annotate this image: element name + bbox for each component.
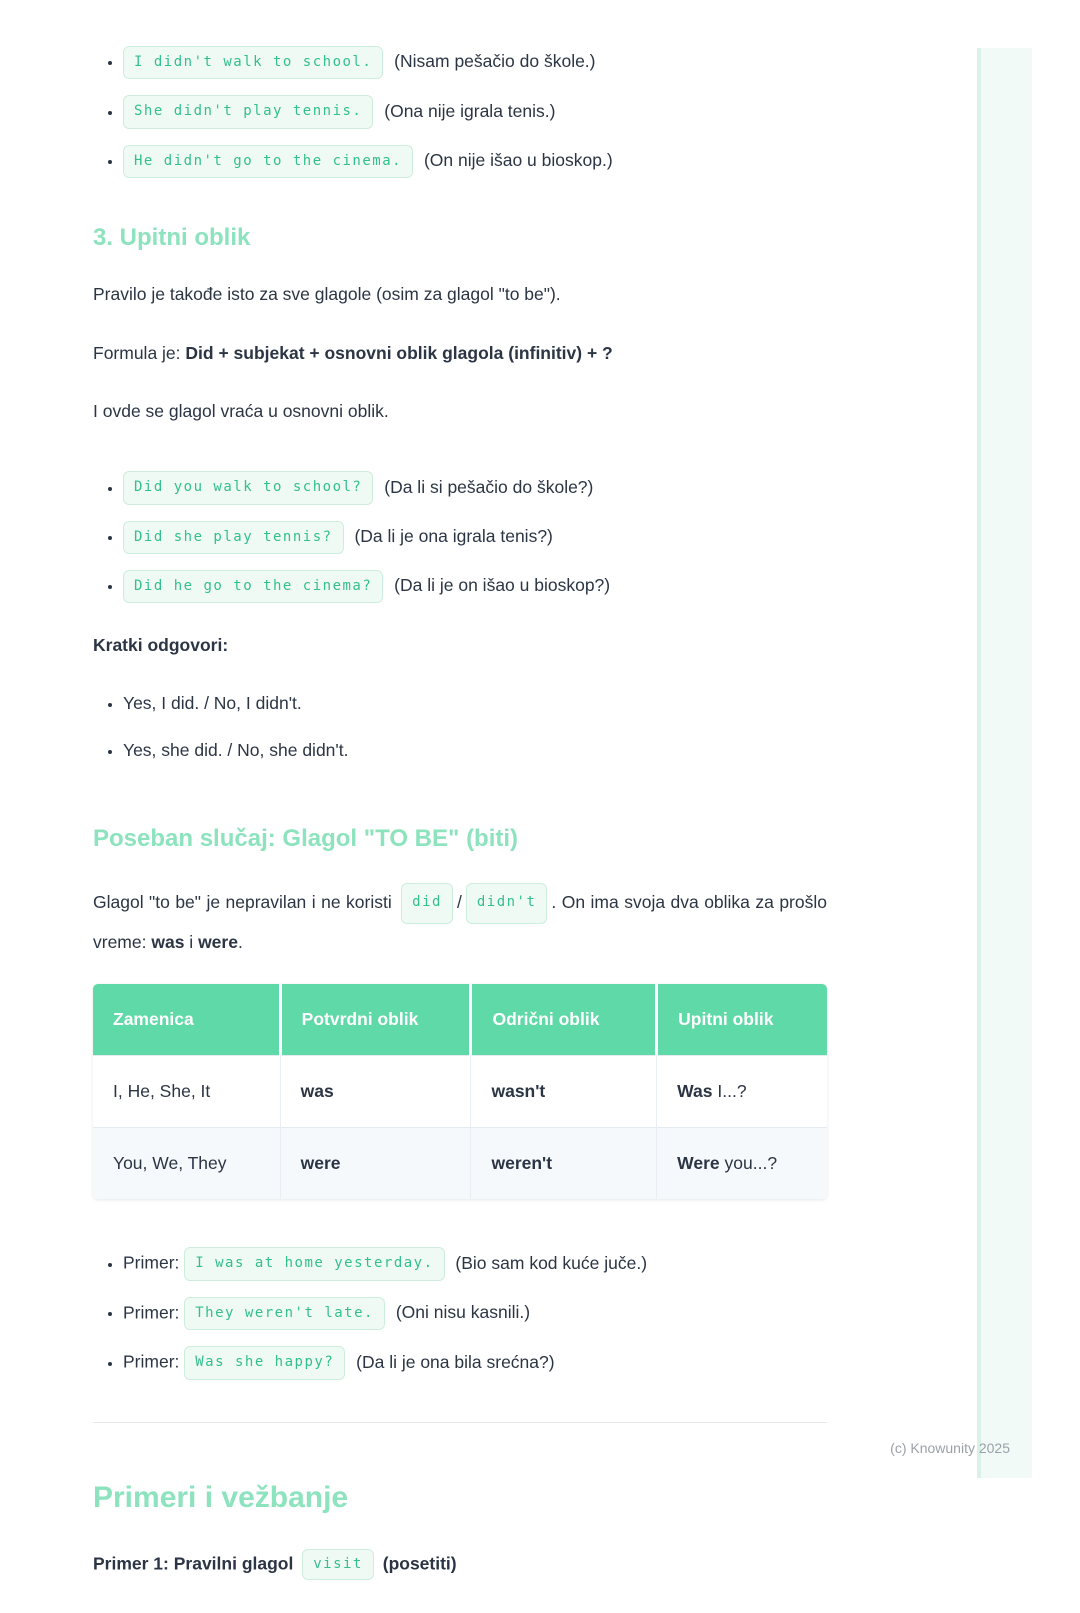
cell-odricni: wasn't bbox=[471, 1056, 657, 1128]
section-heading-to-be: Poseban slučaj: Glagol "TO BE" (biti) bbox=[93, 825, 519, 853]
list-item bbox=[123, 1247, 827, 1280]
page-accent-strip bbox=[977, 48, 1032, 1478]
code-visit: visit bbox=[302, 1549, 374, 1580]
formula-prefix: Formula je: bbox=[93, 342, 186, 363]
cell-upitni: Was I...? bbox=[657, 1056, 827, 1128]
code-example: I didn't walk to school. bbox=[123, 46, 383, 79]
translation-text: (On nije išao u bioskop.) bbox=[423, 150, 613, 171]
translation-text: (Da li je ona bila srećna?) bbox=[356, 1351, 555, 1372]
column-header-potvrdni: Potvrdni oblik bbox=[280, 984, 471, 1056]
list-item bbox=[123, 570, 827, 603]
table-row bbox=[93, 1056, 827, 1128]
primer-label: Primer: bbox=[123, 1252, 185, 1273]
code-example: They weren't late. bbox=[184, 1297, 385, 1330]
list-item: • Yes, she did. / No, she didn't. bbox=[123, 739, 827, 762]
primer1-suffix: (posetiti) bbox=[377, 1552, 457, 1573]
primer1-prefix: Primer 1: Pravilni glagol bbox=[93, 1552, 299, 1573]
code-example: I was at home yesterday. bbox=[184, 1247, 444, 1280]
list-item bbox=[123, 46, 827, 79]
column-header-odricni: Odrični oblik bbox=[471, 984, 657, 1056]
translation-text: (Da li je ona igrala tenis?) bbox=[354, 526, 553, 547]
table-header-row bbox=[93, 984, 827, 1056]
section-divider bbox=[93, 1422, 827, 1423]
list-item bbox=[123, 145, 827, 178]
paragraph: I ovde se glagol vraća u osnovni oblik. bbox=[93, 400, 389, 421]
section-heading-upitni-oblik: 3. Upitni oblik bbox=[93, 224, 251, 252]
column-header-zamenica: Zamenica bbox=[93, 984, 280, 1056]
table-row bbox=[93, 1128, 827, 1200]
formula-paragraph bbox=[93, 341, 827, 366]
formula-bold: Did + subjekat + osnovni oblik glagola (infinitiv) + ? bbox=[185, 342, 613, 363]
code-example: Did she play tennis? bbox=[123, 521, 344, 554]
cell-odricni: weren't bbox=[471, 1128, 657, 1200]
code-example: Did he go to the cinema? bbox=[123, 570, 383, 603]
code-example: She didn't play tennis. bbox=[123, 95, 373, 128]
translation-text: (Da li je on išao u bioskop?) bbox=[394, 575, 611, 596]
short-answers-label: Kratki odgovori: bbox=[93, 635, 229, 656]
translation-text: (Da li si pešačio do škole?) bbox=[384, 476, 594, 497]
list-item bbox=[123, 471, 827, 504]
list-item bbox=[123, 95, 827, 128]
tobe-text-2: . On ima svoja dva oblika za prošlo vreme: bbox=[93, 892, 827, 952]
code-example: Did you walk to school? bbox=[123, 471, 373, 504]
cell-zamenica: You, We, They bbox=[93, 1128, 280, 1200]
column-header-upitni: Upitni oblik bbox=[657, 984, 827, 1056]
paragraph: Pravilo je takođe isto za sve glagole (osim za glagol "to be"). bbox=[93, 284, 561, 305]
primer-label: Primer: bbox=[123, 1351, 185, 1372]
to-be-conjugation-table bbox=[93, 984, 827, 1199]
tobe-text-1: Glagol "to be" je nepravilan i ne koristi bbox=[93, 892, 398, 913]
conjunction: i bbox=[184, 931, 199, 952]
short-answers-list bbox=[93, 692, 827, 762]
primer-label: Primer: bbox=[123, 1302, 185, 1323]
translation-text: (Bio sam kod kuće juče.) bbox=[455, 1252, 648, 1273]
were-bold: were bbox=[198, 931, 238, 952]
cell-potvrdni: were bbox=[280, 1128, 471, 1200]
cell-upitni: Were you...? bbox=[657, 1128, 827, 1200]
period: . bbox=[237, 931, 243, 952]
primer-examples-list bbox=[93, 1247, 827, 1379]
list-item bbox=[123, 1346, 827, 1379]
code-example: He didn't go to the cinema. bbox=[123, 145, 413, 178]
negative-examples-list bbox=[93, 46, 827, 178]
slash-separator: / bbox=[456, 892, 462, 913]
code-did: did bbox=[401, 883, 453, 923]
was-bold: was bbox=[151, 931, 185, 952]
code-example: Was she happy? bbox=[184, 1346, 345, 1379]
question-examples-list bbox=[93, 471, 827, 603]
list-item bbox=[123, 521, 827, 554]
document-content bbox=[93, 46, 827, 1613]
translation-text: (Ona nije igrala tenis.) bbox=[384, 100, 556, 121]
copyright-notice: (c) Knowunity 2025 bbox=[890, 1440, 1010, 1456]
primer1-line bbox=[93, 1549, 827, 1580]
code-didnt: didn't bbox=[466, 883, 548, 923]
translation-text: (Oni nisu kasnili.) bbox=[395, 1302, 531, 1323]
list-item bbox=[123, 1297, 827, 1330]
cell-potvrdni: was bbox=[280, 1056, 471, 1128]
translation-text: (Nisam pešačio do škole.) bbox=[394, 51, 596, 72]
section-heading-primeri-vezbanje: Primeri i vežbanje bbox=[93, 1480, 349, 1514]
cell-zamenica: I, He, She, It bbox=[93, 1056, 280, 1128]
tobe-paragraph bbox=[93, 883, 827, 960]
list-item: • Yes, I did. / No, I didn't. bbox=[123, 692, 827, 715]
